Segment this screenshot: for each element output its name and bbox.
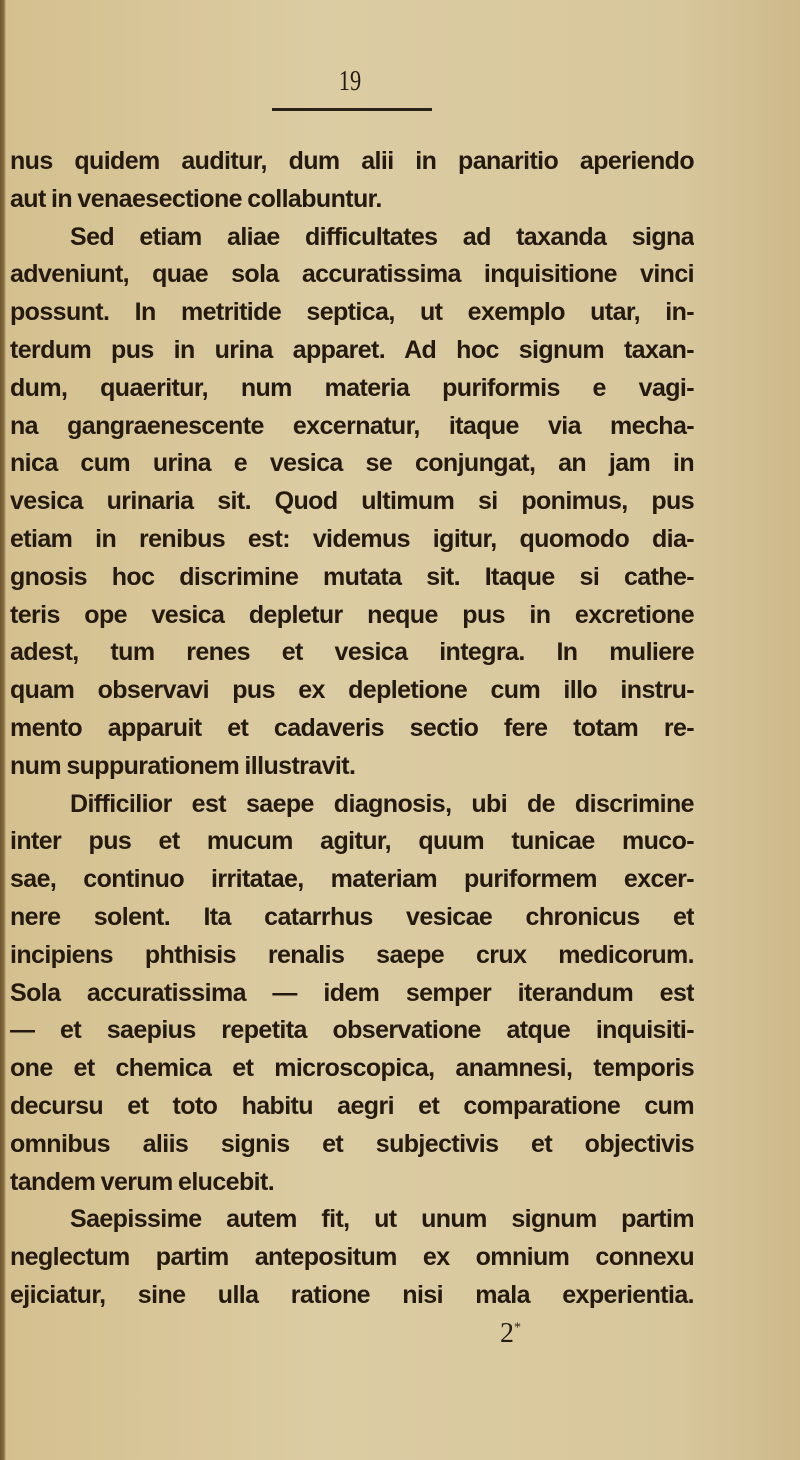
text-line: possunt. In metritide septica, ut exemplo utar, in-	[10, 298, 694, 327]
text-line: incipiens phthisis renalis saepe crux medicorum.	[10, 940, 694, 969]
text-line: quam observavi pus ex depletione cum illo instru-	[10, 676, 694, 705]
text-line: decursu et toto habitu aegri et comparatione cum	[10, 1091, 694, 1120]
text-line: nere solent. Ita catarrhus vesicae chronicus et	[10, 902, 694, 931]
signature-number: 2	[500, 1318, 514, 1349]
text-line: vesica urinaria sit. Quod ultimum si ponimus, pus	[10, 487, 694, 516]
text-line: etiam in renibus est: videmus igitur, quomodo dia-	[10, 524, 694, 553]
text-line: ejiciatur, sine ulla ratione nisi mala experientia.	[10, 1280, 694, 1309]
text-line: inter pus et mucum agitur, quum tunicae muco-	[10, 827, 694, 856]
text-line: gnosis hoc discrimine mutata sit. Itaque si cathe-	[10, 562, 694, 591]
text-line: sae, continuo irritatae, materiam puriformem excer-	[10, 865, 694, 894]
text-line: Sola accuratissima — idem semper iterandum est	[10, 978, 694, 1007]
text-line: Saepissime autem fit, ut unum signum partim	[70, 1205, 694, 1234]
text-line: dum, quaeritur, num materia puriformis e vagi-	[10, 373, 694, 402]
body-text	[10, 143, 694, 1315]
text-line: teris ope vesica depletur neque pus in excretione	[10, 600, 694, 629]
text-line: na gangraenescente excernatur, itaque via mecha-	[10, 411, 694, 440]
signature-star: *	[514, 1320, 521, 1336]
text-line: Sed etiam aliae difficultates ad taxanda signa	[70, 222, 694, 251]
text-line: one et chemica et microscopica, anamnesi, temporis	[10, 1054, 694, 1083]
text-line: nus quidem auditur, dum alii in panaritio aperiendo	[10, 147, 694, 175]
text-line: — et saepius repetita observatione atque inquisiti-	[10, 1016, 694, 1045]
text-line: adest, tum renes et vesica integra. In muliere	[10, 638, 694, 667]
page-number: 19	[338, 66, 362, 97]
text-line: neglectum partim antepositum ex omnium connexu	[10, 1243, 694, 1272]
text-line: mento apparuit et cadaveris sectio fere totam re-	[10, 713, 694, 742]
text-line: omnibus aliis signis et subjectivis et objectivis	[10, 1129, 694, 1158]
text-line: Difficilior est saepe diagnosis, ubi de discrimine	[70, 789, 694, 818]
text-line: adveniunt, quae sola accuratissima inquisitione vinci	[10, 260, 694, 289]
text-line: tandem verum elucebit.	[10, 1167, 275, 1196]
text-line: aut in venaesectione collabuntur.	[10, 184, 382, 213]
signature-mark	[500, 1318, 521, 1350]
text-line: num suppurationem illustravit.	[10, 751, 356, 780]
text-line: nica cum urina e vesica se conjungat, an jam in	[10, 449, 694, 478]
text-line: terdum pus in urina apparet. Ad hoc signum taxan-	[10, 335, 694, 364]
header-rule	[272, 108, 432, 111]
